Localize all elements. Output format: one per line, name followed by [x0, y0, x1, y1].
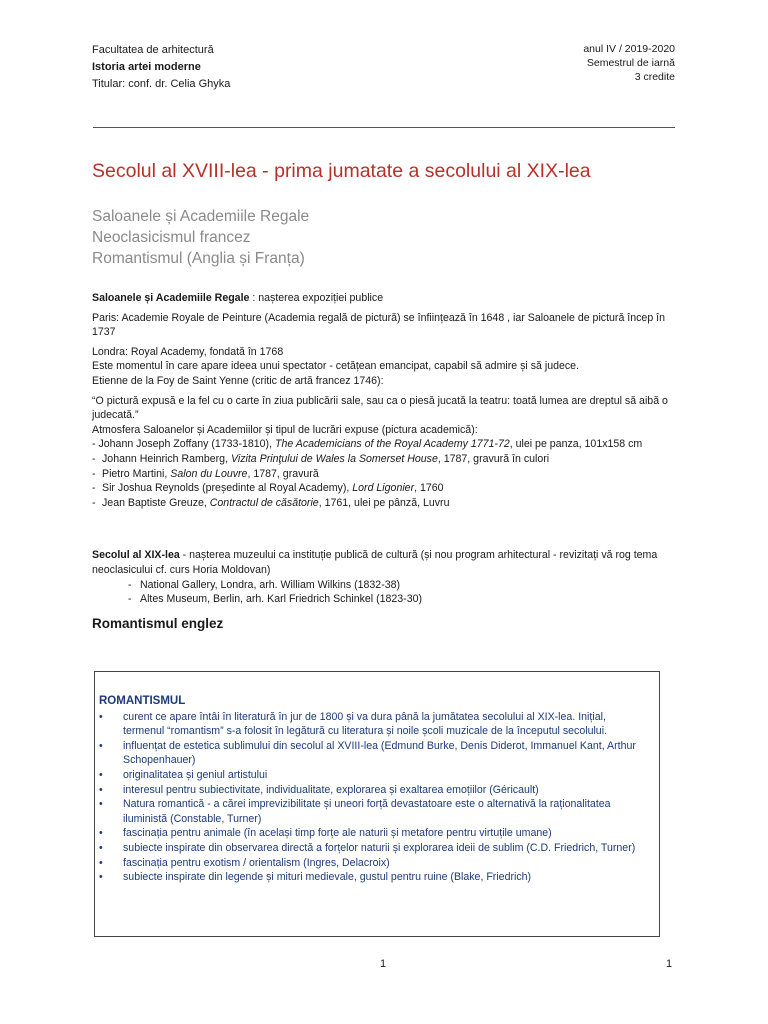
title-part: XIX — [526, 160, 559, 182]
section-heading — [92, 548, 682, 578]
artwork-details: , 1787, gravură — [247, 467, 319, 480]
bullet-text: Natura romantică - a cărei imprevizibilitate și uneori forță devastatoare este o alternativă la raționalitatea iluministă (Constable, Turner) — [123, 798, 611, 825]
romantism-box — [94, 671, 660, 937]
bullet-item — [99, 783, 647, 798]
artwork-list-item: - Jean Baptiste Greuze, Contractul de căsătorie, 1761, ulei pe pânză, Luvru — [92, 496, 450, 509]
bullet-icon: • — [99, 827, 103, 840]
museum-item-text: National Gallery, Londra, arh. William Wilkins (1832-38) — [140, 578, 401, 591]
bullet-item — [99, 856, 647, 871]
artwork-title: The Academicians of the Royal Academy 1771-72 — [274, 438, 510, 451]
academic-year: anul IV / 2019-2020 — [583, 43, 675, 55]
artist: Jean Baptiste Greuze, — [102, 496, 210, 509]
museum-item: - Altes Museum, Berlin, arh. Karl Friedrich Schinkel (1823-30) — [128, 593, 423, 606]
section-heading-rest: - nașterea muzeului ca instituție publică de cultură (și nou program arhitectural - revizitați vă rog tema neoclasicului cf. curs Horia Moldovan) — [92, 549, 658, 576]
quote: “O pictură expusă e la fel cu o carte în ziua publicării sale, sau ca o piesă jucată la teatru: toată lumea are dreptul să aibă o judecată.” — [92, 394, 668, 422]
artwork-list-item: - Johann Heinrich Ramberg, Vizita Prinţului de Wales la Somerset House, 1787, gravură în culori — [92, 452, 550, 465]
title-part: -lea - prima jumatate a secolului al — [224, 160, 527, 182]
course-holder: Titular: conf. dr. Celia Ghyka — [92, 78, 231, 90]
header-left — [92, 42, 230, 93]
artwork-title: Lord Ligonier — [352, 482, 415, 495]
bullet-text: influențat de estetica sublimului din secolul al XVIII-lea (Edmund Burke, Denis Diderot, Immanuel Kant, Arthur Schopenhauer) — [123, 739, 636, 767]
paragraph: Londra: Royal Academy, fondată în 1768 — [92, 345, 284, 358]
bullet-icon: • — [99, 871, 103, 884]
bullet-icon: • — [99, 798, 103, 811]
title-part: Secolul al — [92, 160, 182, 182]
bullet-text: curent ce apare întâi în literatură în jur de 1800 și va dura până la jumătatea secolului al XIX-lea. Inițial, termenul “romantism” s-a folosit în legătură cu literatura și noile școli muzicale de la începutul secolului. — [123, 710, 607, 738]
bullet-item — [99, 826, 647, 841]
artist: Sir Joshua Reynolds (președinte al Royal Academy), — [102, 482, 353, 495]
bullet-text: subiecte inspirate din legende și mituri medievale, gustul pentru ruine (Blake, Friedrich) — [123, 871, 532, 884]
bullet-item — [99, 739, 647, 768]
bullet-icon: • — [99, 856, 103, 869]
subtitle: Romantismul (Anglia și Franța) — [92, 250, 305, 267]
bullet-item — [99, 841, 647, 856]
page-number-corner: 1 — [666, 958, 673, 970]
bullet-icon: • — [99, 710, 103, 723]
artwork-title: Salon du Louvre — [170, 467, 248, 480]
artwork-line — [92, 437, 682, 452]
secolul-xix-section — [92, 548, 682, 607]
bullet-text: originalitatea și geniul artistului — [123, 768, 268, 781]
paragraph: Paris: Academie Royale de Peinture (Academia regală de pictură) se înființează în 1648 , iar Saloanele de pictură încep în 1737 — [92, 311, 665, 339]
paragraph: Atmosfera Saloanelor și Academiilor și tipul de lucrări expuse (pictura academică): — [92, 423, 478, 436]
header-divider — [93, 127, 675, 128]
section-heading-bold: Saloanele și Academiile Regale — [92, 292, 250, 304]
bullet-item — [99, 870, 647, 885]
artwork-details: , 1787, gravură în culori — [437, 452, 550, 465]
subtitle: Neoclasicismul francez — [92, 229, 251, 246]
course-name: Istoria artei moderne — [92, 61, 201, 73]
semester: Semestrul de iarnă — [586, 57, 675, 69]
museum-item-text: Altes Museum, Berlin, arh. Karl Friedrich Schinkel (1823-30) — [140, 593, 423, 606]
artwork-title: Contractul de căsătorie — [209, 496, 319, 509]
subtitle: Saloanele și Academiile Regale — [92, 208, 310, 225]
section-heading — [92, 291, 682, 306]
box-title: ROMANTISMUL — [99, 695, 186, 707]
header-right — [583, 42, 675, 84]
artist: - Johann Joseph Zoffany (1733-1810), — [92, 438, 275, 451]
page-number: 1 — [380, 958, 387, 970]
artwork-list-item: - Sir Joshua Reynolds (președinte al Royal Academy), Lord Ligonier, 1760 — [92, 482, 444, 495]
bullet-icon: • — [99, 768, 103, 781]
artwork-list-item: - Pietro Martini, Salon du Louvre, 1787, gravură — [92, 467, 319, 480]
artwork-details: , 1761, ulei pe pânză, Luvru — [318, 496, 450, 509]
bullet-text: fascinația pentru animale (în același timp forțe ale naturii și metafore pentru virtuțile umane) — [123, 827, 552, 840]
section-heading-bold: Secolul al XIX-lea — [92, 549, 180, 561]
bullet-text: interesul pentru subiectivitate, individualitate, explorarea și exaltarea emoțiilor (Géricault) — [123, 783, 539, 796]
bullet-icon: • — [99, 783, 103, 796]
artwork-details: , 1760 — [414, 482, 444, 495]
romantism-box-content — [99, 694, 647, 885]
bullet-item — [99, 710, 647, 739]
bullet-text: subiecte inspirate din observarea directă a forțelor naturii și explorarea ideii de sublim (C.D. Friedrich, Turner) — [123, 841, 636, 854]
artist: Johann Heinrich Ramberg, — [102, 452, 231, 465]
bullet-text: fascinația pentru exotism / orientalism (Ingres, Delacroix) — [123, 856, 390, 869]
section-heading-rest: : nașterea expoziției publice — [249, 292, 384, 304]
faculty-name: Facultatea de arhitectură — [92, 44, 214, 56]
title-part: -lea — [558, 160, 591, 182]
artist: Pietro Martini, — [102, 467, 171, 480]
title-part: XVIII — [181, 160, 225, 182]
bullet-item — [99, 797, 647, 826]
romantism-heading: Romantismul englez — [92, 616, 224, 631]
museum-item: - National Gallery, Londra, arh. William Wilkins (1832-38) — [128, 578, 401, 591]
bullet-icon: • — [99, 841, 103, 854]
artwork-title: Vizita Prinţului de Wales la Somerset House — [230, 452, 438, 465]
artwork-details: , ulei pe panza, 101x158 cm — [509, 438, 643, 451]
bullet-icon: • — [99, 739, 103, 752]
bullet-item — [99, 768, 647, 783]
paragraph: Este momentul în care apare ideea unui spectator - cetățean emancipat, capabil să admire și să judece. — [92, 360, 579, 373]
page-title — [92, 160, 591, 183]
paragraph: Etienne de la Foy de Saint Yenne (critic de artă francez 1746): — [92, 374, 384, 387]
credits: 3 credite — [634, 71, 675, 83]
saloane-section — [92, 291, 682, 510]
subtitles — [92, 206, 309, 269]
